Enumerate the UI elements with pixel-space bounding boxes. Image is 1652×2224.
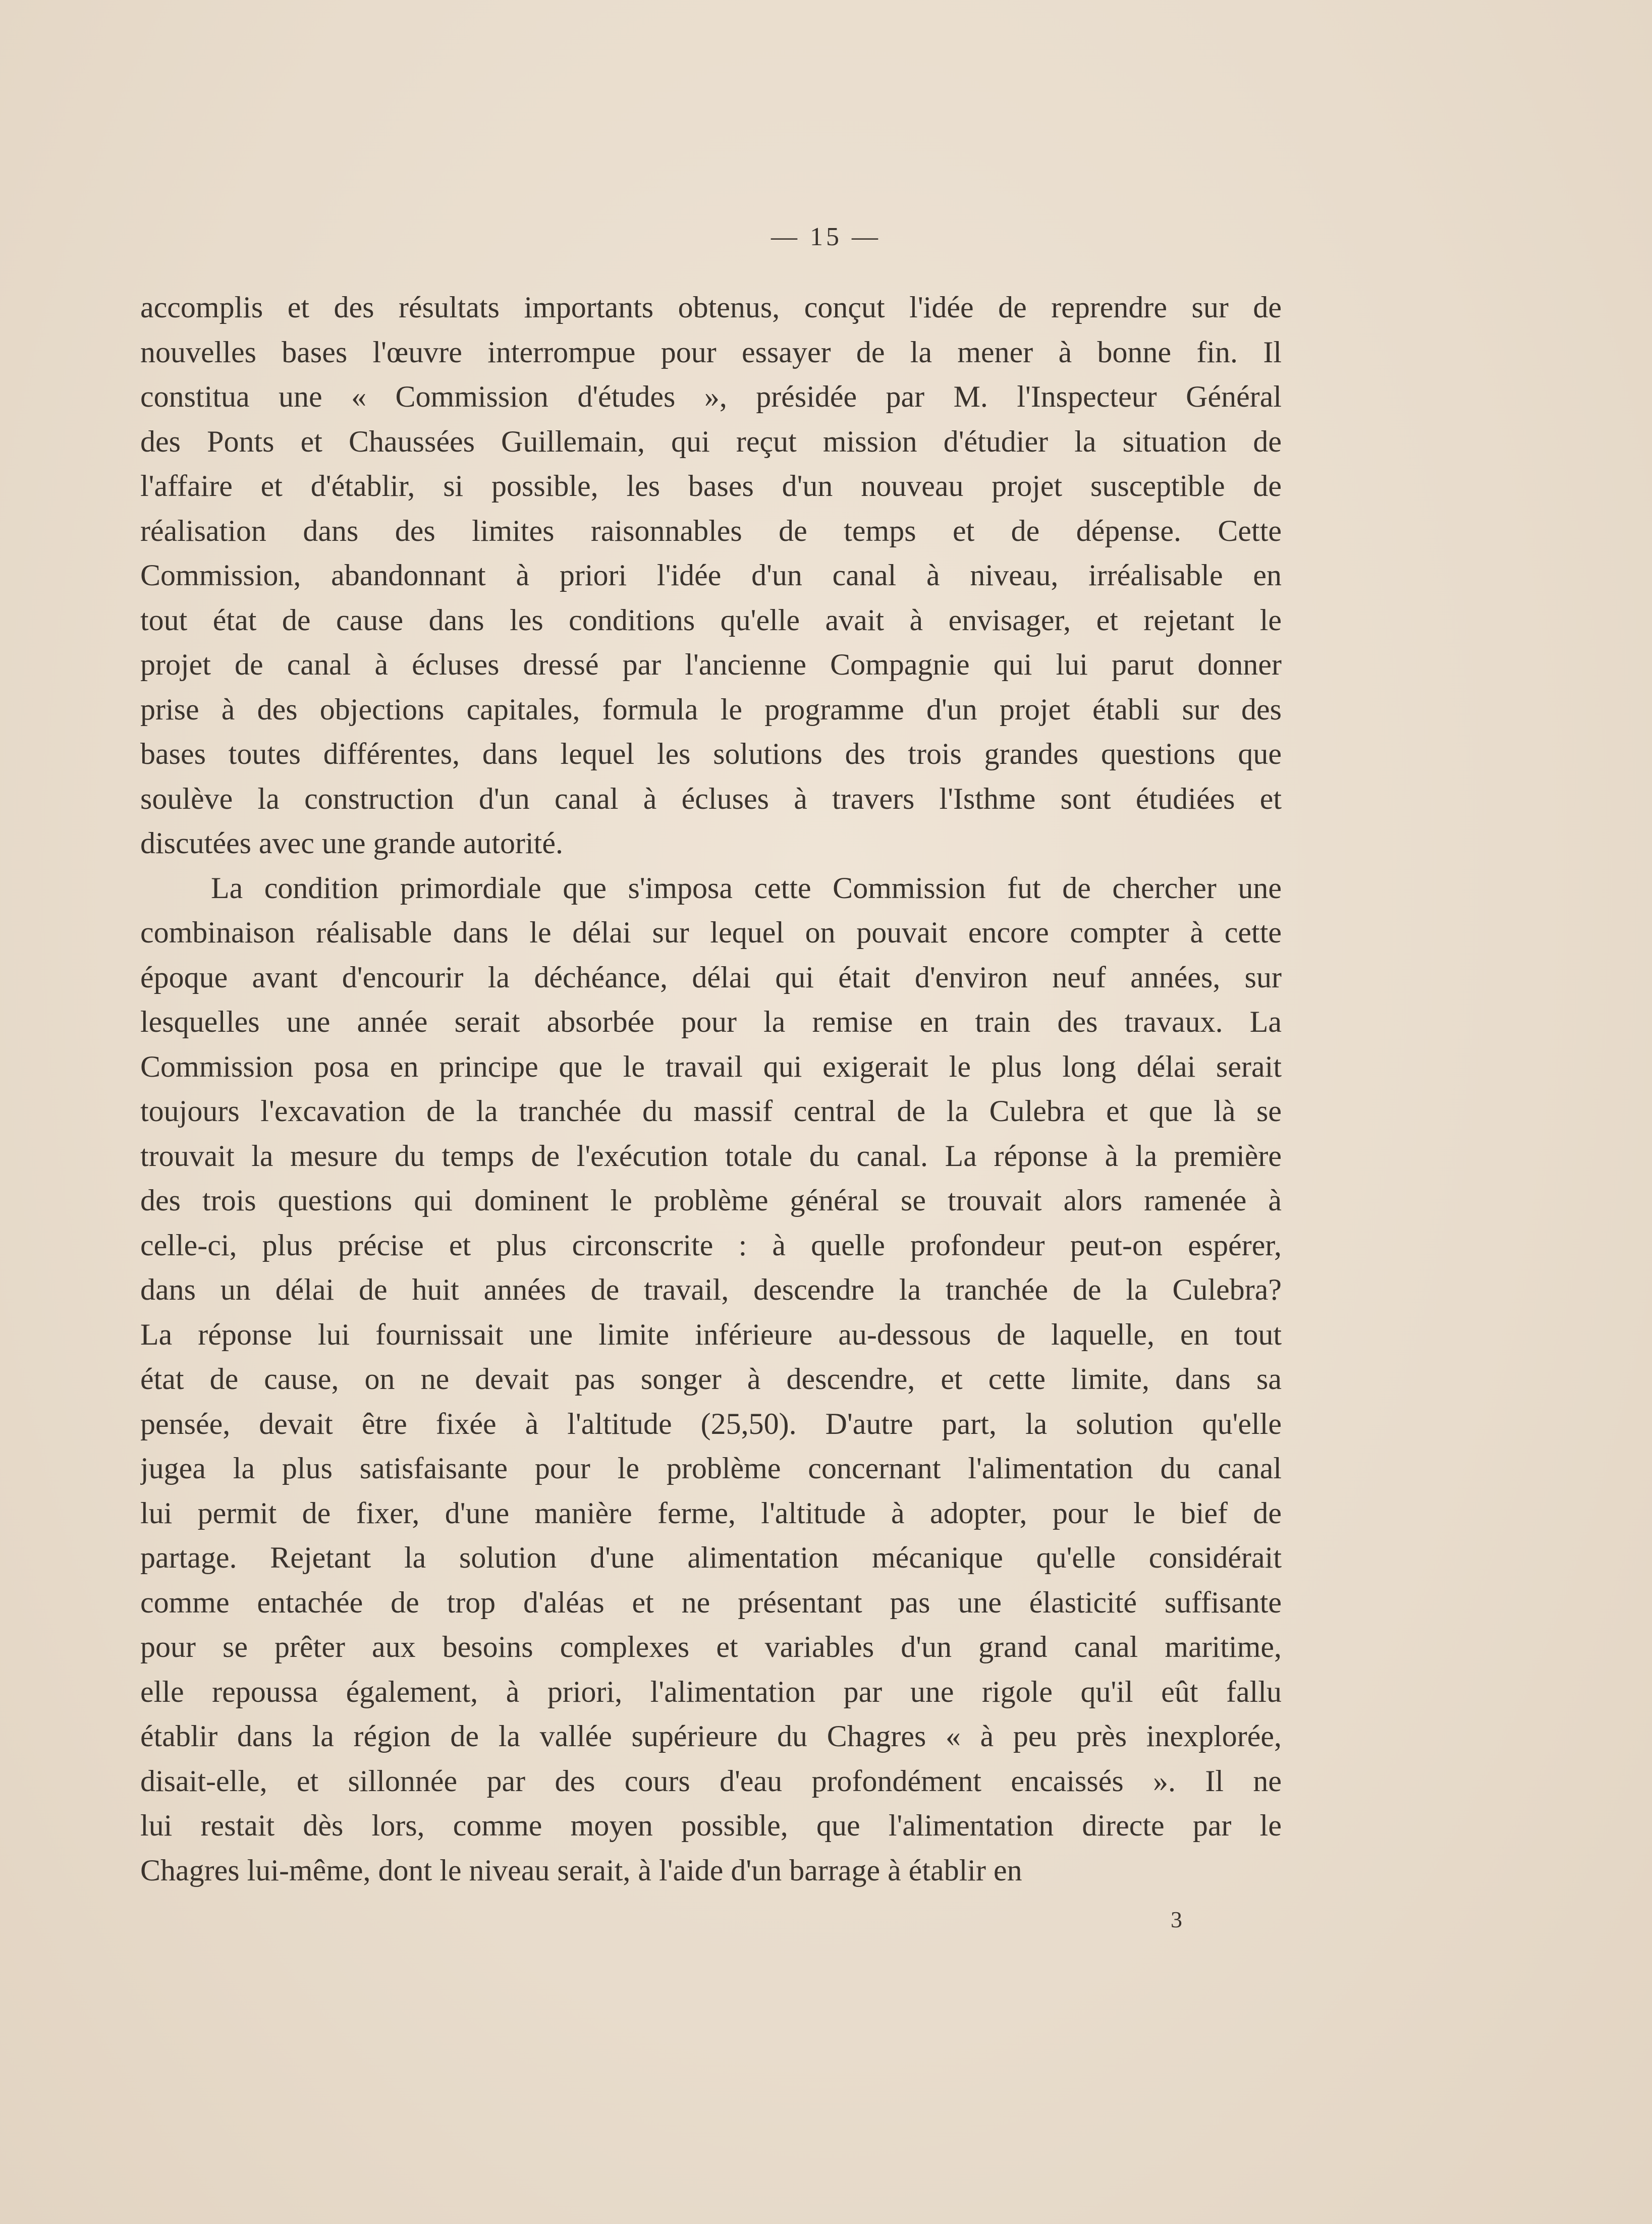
text-line: réalisation dans des limites raisonnables de temps et de dépense. Cette <box>140 514 1282 547</box>
text-line: tout état de cause dans les conditions qu'elle avait à envisager, et rejetant le <box>140 603 1282 637</box>
text-line: des trois questions qui dominent le problème général se trouvait alors ramenée à <box>140 1184 1282 1217</box>
paragraph <box>140 866 1282 1893</box>
text-line: constitua une « Commission d'études », présidée par M. l'Inspecteur Général <box>140 380 1282 413</box>
text-line: jugea la plus satisfaisante pour le problème concernant l'alimentation du canal <box>140 1452 1282 1485</box>
text-line: La réponse lui fournissait une limite inférieure au-dessous de laquelle, en tout <box>140 1317 1282 1351</box>
text-line: discutées avec une grande autorité. <box>140 826 563 860</box>
text-line: Commission posa en principe que le travail qui exigerait le plus long délai serait <box>140 1049 1282 1083</box>
text-line: état de cause, on ne devait pas songer à descendre, et cette limite, dans sa <box>140 1362 1282 1396</box>
text-line: lui permit de fixer, d'une manière ferme, l'altitude à adopter, pour le bief de <box>140 1496 1282 1530</box>
text-line: comme entachée de trop d'aléas et ne présentant pas une élasticité suffisante <box>140 1585 1282 1619</box>
text-line: elle repoussa également, à priori, l'alimentation par une rigole qu'il eût fallu <box>140 1675 1282 1708</box>
body-text <box>140 285 1282 1893</box>
text-line: trouvait la mesure du temps de l'exécution totale du canal. La réponse à la première <box>140 1139 1282 1173</box>
text-line: combinaison réalisable dans le délai sur lequel on pouvait encore compter à cette <box>140 916 1282 949</box>
text-line: pensée, devait être fixée à l'altitude (25,50). D'autre part, la solution qu'elle <box>140 1407 1282 1440</box>
signature-mark: 3 <box>1171 1907 1182 1932</box>
text-line: Commission, abandonnant à priori l'idée d'un canal à niveau, irréalisable en <box>140 559 1282 592</box>
paragraph-container <box>140 285 1282 1893</box>
text-line: projet de canal à écluses dressé par l'ancienne Compagnie qui lui parut donner <box>140 648 1282 681</box>
text-line: accomplis et des résultats importants obtenus, conçut l'idée de reprendre sur de <box>140 291 1282 324</box>
text-line: lesquelles une année serait absorbée pour la remise en train des travaux. La <box>140 1005 1282 1038</box>
text-line: prise à des objections capitales, formula le programme d'un projet établi sur des <box>140 692 1282 726</box>
text-line: La condition primordiale que s'imposa cette Commission fut de chercher une <box>211 871 1282 905</box>
text-line: lui restait dès lors, comme moyen possible, que l'alimentation directe par le <box>140 1809 1282 1842</box>
paragraph <box>140 285 1282 866</box>
text-line: l'affaire et d'établir, si possible, les bases d'un nouveau projet susceptible de <box>140 469 1282 503</box>
text-line: époque avant d'encourir la déchéance, délai qui était d'environ neuf années, sur <box>140 960 1282 994</box>
text-line: bases toutes différentes, dans lequel les solutions des trois grandes questions que <box>140 737 1282 770</box>
text-line: Chagres lui-même, dont le niveau serait, à l'aide d'un barrage à établir en <box>140 1853 1022 1887</box>
text-line: toujours l'excavation de la tranchée du massif central de la Culebra et que là se <box>140 1094 1282 1128</box>
text-line: celle-ci, plus précise et plus circonscrite : à quelle profondeur peut-on espérer, <box>140 1228 1282 1262</box>
text-line: établir dans la région de la vallée supérieure du Chagres « à peu près inexplorée, <box>140 1719 1282 1753</box>
text-line: nouvelles bases l'œuvre interrompue pour essayer de la mener à bonne fin. Il <box>140 335 1282 369</box>
text-line: dans un délai de huit années de travail, descendre la tranchée de la Culebra? <box>140 1273 1282 1306</box>
text-line: partage. Rejetant la solution d'une alimentation mécanique qu'elle considérait <box>140 1541 1282 1574</box>
page-number: — 15 — <box>771 223 881 251</box>
text-line: disait-elle, et sillonnée par des cours d'eau profondément encaissés ». Il ne <box>140 1764 1282 1798</box>
text-line: pour se prêter aux besoins complexes et variables d'un grand canal maritime, <box>140 1630 1282 1663</box>
text-line: des Ponts et Chaussées Guillemain, qui reçut mission d'étudier la situation de <box>140 424 1282 458</box>
text-line: soulève la construction d'un canal à écluses à travers l'Isthme sont étudiées et <box>140 782 1282 815</box>
